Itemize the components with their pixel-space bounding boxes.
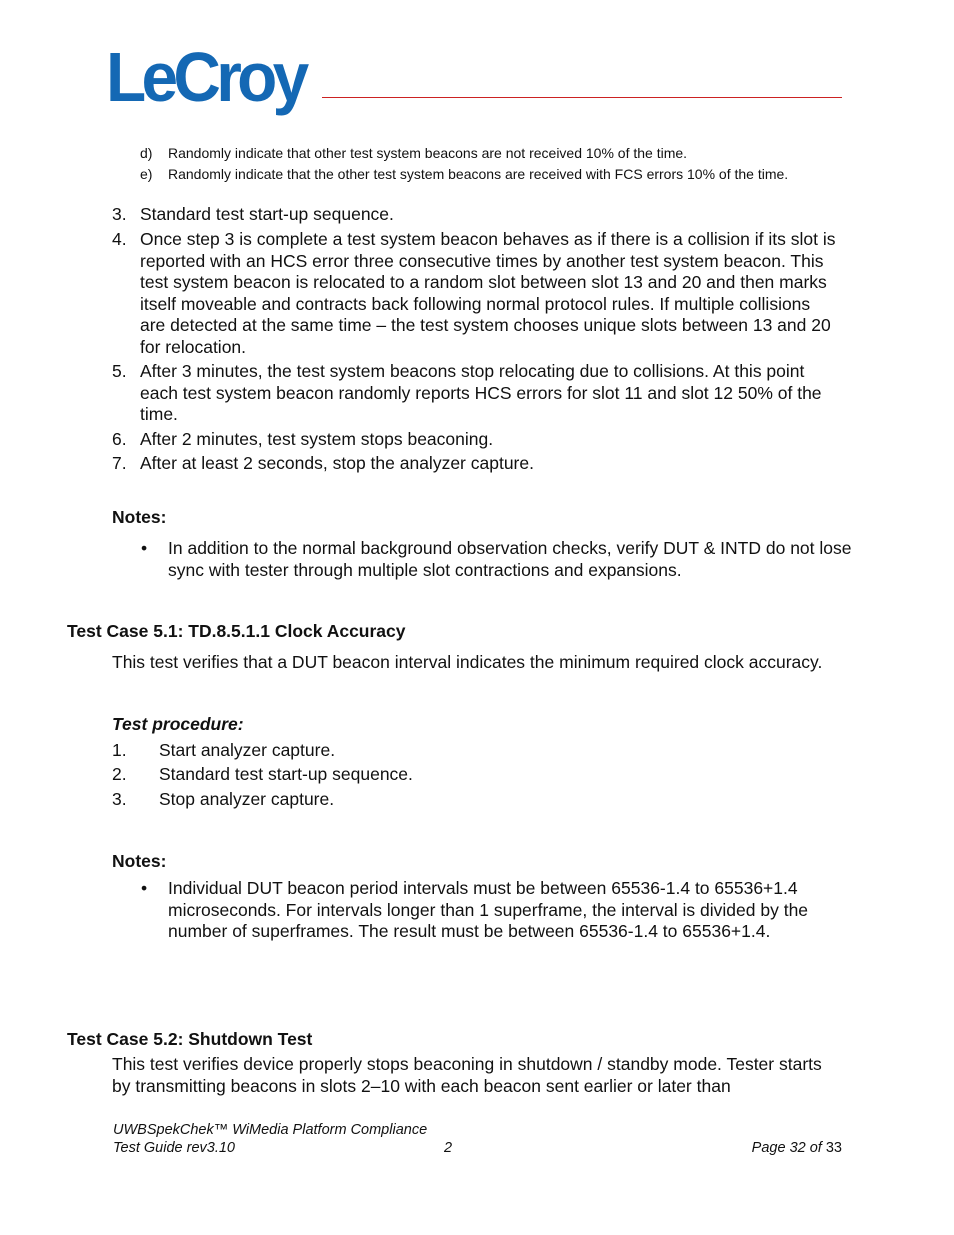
notes-heading: Notes: (112, 507, 167, 527)
step-text: After 3 minutes, the test system beacons stop relocating due to collisions. At this point each test system beacon randomly reports HCS errors for slot 11 and slot 12 50% of the time. (140, 361, 822, 424)
step-number: 1. (112, 740, 127, 760)
page-prefix: Page 32 of (751, 1140, 822, 1156)
page-total: 33 (825, 1140, 842, 1156)
bullet-text: Individual DUT beacon period intervals must be between 65536-1.4 to 65536+1.4 microseconds. For intervals longer than 1 superframe, the interval is divided by the number of superframes. The result must be between 65536-1.4 to 65536+1.4. (168, 878, 809, 941)
step-text: After 2 minutes, test system stops beaconing. (140, 429, 494, 449)
notes-heading: Notes: (112, 851, 167, 871)
step-number: 3. (112, 204, 127, 224)
footer-title: UWBSpekChek™ WiMedia Platform Compliance (113, 1122, 428, 1138)
test-case-5-2-heading: Test Case 5.2: Shutdown Test (67, 1029, 313, 1049)
step-text: After at least 2 seconds, stop the analyzer capture. (140, 453, 534, 473)
bullet-marker: • (141, 538, 148, 558)
step-number: 7. (112, 453, 127, 473)
footer-page-number (752, 1139, 842, 1157)
test-case-5-1-heading: Test Case 5.1: TD.8.5.1.1 Clock Accuracy (67, 621, 406, 641)
step-text: Stop analyzer capture. (159, 789, 335, 809)
step-number: 3. (112, 789, 127, 809)
step-text: Start analyzer capture. (159, 740, 336, 760)
test-procedure-heading: Test procedure: (112, 714, 244, 734)
step-number: 4. (112, 229, 127, 249)
step-text: Once step 3 is complete a test system beacon behaves as if there is a collision if its slot is reported with an HCS error three consecutive times by another test system beacon. This test system beacon is relocated to a random slot between slot 13 and 20 and then marks itself moveable and contracts back following normal protocol rules. If multiple collisions are detected at the same time – the test system chooses unique slots between 13 and 20 for relocation. (140, 229, 836, 357)
list-item-text: Randomly indicate that the other test system beacons are received with FCS errors 10% of the time. (168, 166, 789, 182)
footer-section-number: 2 (444, 1140, 453, 1156)
list-marker: d) (140, 145, 153, 161)
step-number: 6. (112, 429, 127, 449)
bullet-marker: • (141, 878, 148, 898)
list-marker: e) (140, 166, 153, 182)
header-rule (322, 97, 842, 98)
test-case-5-1-description: This test verifies that a DUT beacon interval indicates the minimum required clock accuracy. (112, 652, 823, 672)
bullet-text: In addition to the normal background observation checks, verify DUT & INTD do not lose sync with tester through multiple slot contractions and expansions. (168, 538, 852, 580)
step-text: Standard test start-up sequence. (159, 764, 413, 784)
step-number: 2. (112, 764, 127, 784)
list-item-text: Randomly indicate that other test system beacons are not received 10% of the time. (168, 145, 688, 161)
step-number: 5. (112, 361, 127, 381)
lecroy-logo: LeCroy (106, 38, 305, 116)
footer-revision: Test Guide rev3.10 (113, 1140, 235, 1156)
step-text: Standard test start-up sequence. (140, 204, 394, 224)
test-case-5-2-description: This test verifies device properly stops beaconing in shutdown / standby mode. Tester starts by transmitting beacons in slots 2–10 with each beacon sent earlier or later than (112, 1054, 822, 1096)
